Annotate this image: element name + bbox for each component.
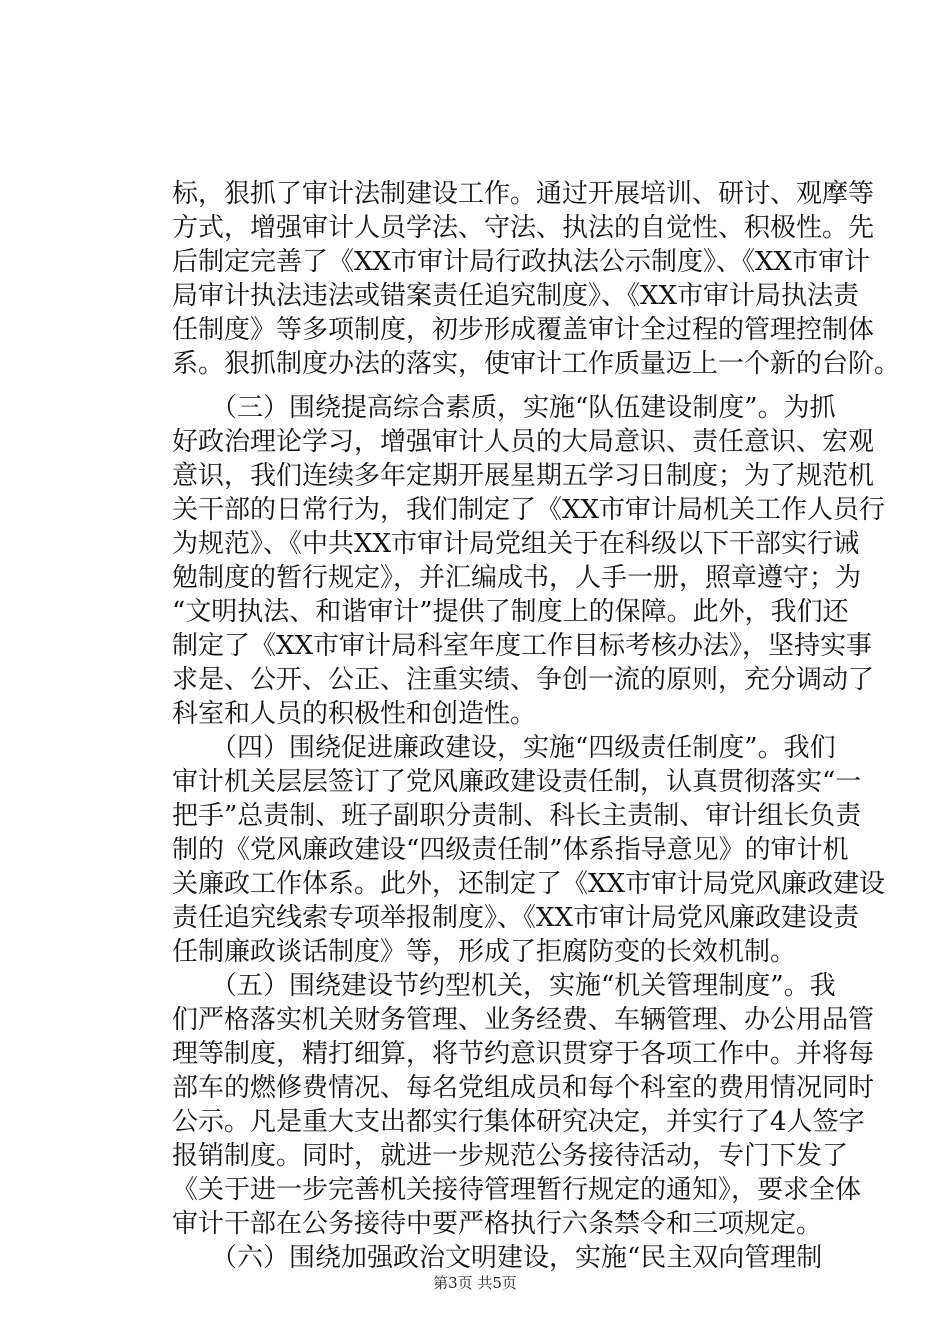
body-text-line: 们严格落实机关财务管理、业务经费、车辆管理、办公用品管 <box>172 1005 875 1035</box>
body-text-line: 任制度》等多项制度，初步形成覆盖审计全过程的管理控制体 <box>172 315 875 345</box>
body-text-line: 勉制度的暂行规定》，并汇编成书，人手一册，照章遵守；为 <box>172 563 862 593</box>
body-text-line: 求是、公开、公正、注重实绩、争创一流的原则，充分调动了 <box>172 665 875 695</box>
page-number-footer: 第3页 共5页 <box>433 1274 517 1292</box>
body-text-line: 报销制度。同时，就进一步规范公务接待活动，专门下发了 <box>172 1141 849 1171</box>
body-text-line: 责任追究线索专项举报制度》、《XX市审计局党风廉政建设责 <box>172 903 860 933</box>
body-text-line: 标，狠抓了审计法制建设工作。通过开展培训、研讨、观摩等 <box>172 179 875 209</box>
body-text-line: 意识，我们连续多年定期开展星期五学习日制度；为了规范机 <box>172 461 875 491</box>
body-text-line: 系。狠抓制度办法的落实，使审计工作质量迈上一个新的台阶。 <box>172 349 901 379</box>
body-text-line: 局审计执法违法或错案责任追究制度》、《XX市审计局执法责 <box>172 281 860 311</box>
body-text-line: 为规范》、《中共XX市审计局党组关于在科级以下干部实行诫 <box>172 529 860 559</box>
paragraph-3-first-line: （三）围绕提高综合素质，实施“队伍建设制度”。为抓 <box>172 393 836 423</box>
body-text-line: 后制定完善了《XX市审计局行政执法公示制度》、《XX市审计 <box>172 247 871 277</box>
body-text-line: 把手”总责制、班子副职分责制、科长主责制、审计组长负责 <box>172 801 862 831</box>
body-text-line: 部车的燃修费情况、每名党组成员和每个科室的费用情况同时 <box>172 1073 875 1103</box>
paragraph-5-first-line: （五）围绕建设节约型机关，实施“机关管理制度”。我 <box>172 971 836 1001</box>
body-text-line: 制的《党风廉政建设“四级责任制”体系指导意见》的审计机 <box>172 835 849 865</box>
body-text-line: 理等制度，精打细算，将节约意识贯穿于各项工作中。并将每 <box>172 1039 875 1069</box>
body-text-line: 关廉政工作体系。此外，还制定了《XX市审计局党风廉政建设 <box>172 869 886 899</box>
paragraph-6-first-line: （六）围绕加强政治文明建设，实施“民主双向管理制 <box>172 1243 823 1273</box>
body-text-line: 公示。凡是重大支出都实行集体研究决定，并实行了4人签字 <box>172 1107 865 1137</box>
body-text-line: 制定了《XX市审计局科室年度工作目标考核办法》，坚持实事 <box>172 631 873 661</box>
body-text-line: 审计干部在公务接待中要严格执行六条禁令和三项规定。 <box>172 1209 823 1239</box>
body-text-line: 科室和人员的积极性和创造性。 <box>172 699 537 729</box>
body-text-line: 任制廉政谈话制度》等，形成了拒腐防变的长效机制。 <box>172 937 797 967</box>
body-text-line: 方式，增强审计人员学法、守法、执法的自觉性、积极性。先 <box>172 213 875 243</box>
paragraph-4-first-line: （四）围绕促进廉政建设，实施“四级责任制度”。我们 <box>172 733 836 763</box>
body-text-line: 《关于进一步完善机关接待管理暂行规定的通知》，要求全体 <box>172 1175 862 1205</box>
body-text-line: 好政治理论学习，增强审计人员的大局意识、责任意识、宏观 <box>172 427 875 457</box>
body-text-line: 关干部的日常行为，我们制定了《XX市审计局机关工作人员行 <box>172 495 886 525</box>
body-text-line: 审计机关层层签订了党风廉政建设责任制，认真贯彻落实“一 <box>172 767 862 797</box>
body-text-line: “文明执法、和谐审计”提供了制度上的保障。此外，我们还 <box>172 597 849 627</box>
